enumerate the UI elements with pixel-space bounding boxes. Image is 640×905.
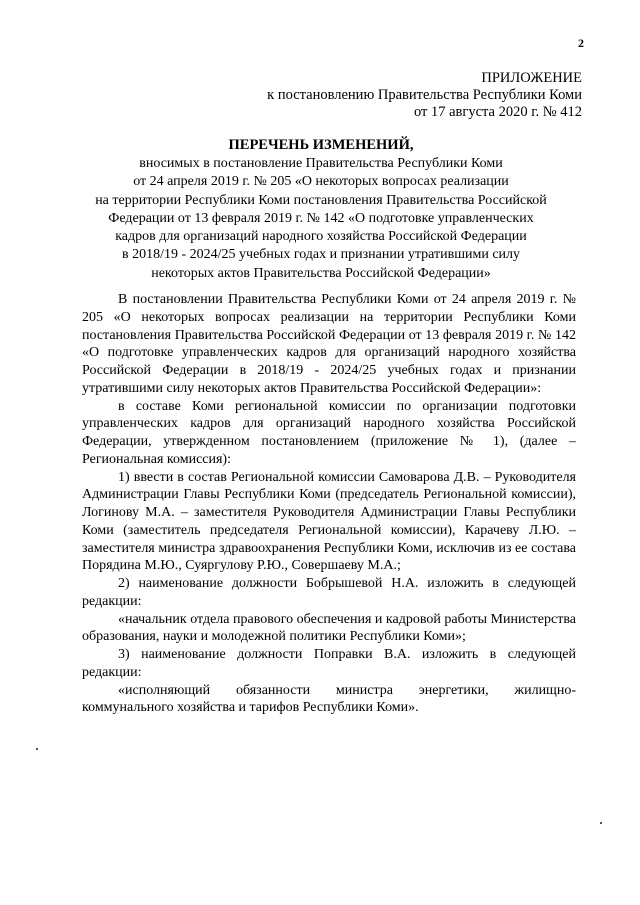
subtitle-line: Федерации от 13 февраля 2019 г. № 142 «О подготовке управленческих — [108, 210, 534, 226]
subtitle-line: кадров для организаций народного хозяйства Российской Федерации — [115, 229, 527, 245]
body-paragraph: 3) наименование должности Поправки В.А. изложить в следующей редакции: — [82, 647, 576, 680]
document-title: ПЕРЕЧЕНЬ ИЗМЕНЕНИЙ, — [228, 137, 414, 153]
body-paragraph: 1) ввести в состав Региональной комиссии Самоварова Д.В. – Руководителя Администрации Главы Республики Коми (председатель Региональной комиссии), Логинову М.А. – заместителя Руководителя Администрации Главы Республики Коми (заместитель председателя Региональной комиссии), Карачеву Л.Ю. – заместителя министра здравоохранения Республики Коми, исключив из ее состава Порядина М.Ю., Суяргулову Р.Ю., Совершаеву М.А.; — [82, 469, 576, 574]
appendix-reference: к постановлению Правительства Республики Коми — [267, 87, 582, 103]
subtitle-line: на территории Республики Коми постановления Правительства Российской — [95, 192, 547, 208]
page-number: 2 — [578, 36, 584, 50]
appendix-date: от 17 августа 2020 г. № 412 — [413, 104, 582, 120]
body-paragraph: 2) наименование должности Бобрышевой Н.А. изложить в следующей редакции: — [82, 576, 576, 609]
subtitle-line: от 24 апреля 2019 г. № 205 «О некоторых вопросах реализации — [133, 174, 509, 190]
body-paragraph: «исполняющий обязанности министра энергетики, жилищно-коммунального хозяйства и тарифов Республики Коми». — [82, 682, 576, 716]
appendix-header — [182, 70, 582, 121]
scan-speck — [600, 822, 602, 824]
body-paragraph: В постановлении Правительства Республики Коми от 24 апреля 2019 г. № 205 «О некоторых вопросах реализации на территории Республики Коми постановления Правительства Российской Федерации от 13 февраля 2019 г. № 142 «О подготовке управленческих кадров для организаций народного хозяйства Российской Федерации в 2018/19 - 2024/25 учебных годах и признании утратившими силу некоторых актов Правительства Российской Федерации»: — [82, 292, 576, 396]
subtitle-line: вносимых в постановление Правительства Республики Коми — [139, 156, 503, 171]
subtitle-line: в 2018/19 - 2024/25 учебных годах и признании утратившими силу — [121, 247, 521, 263]
body-paragraph: в составе Коми региональной комиссии по организации подготовки управленческих кадров для организаций народного хозяйства Российской Федерации, утвержденном постановлением (приложение № 1), (далее – Региональная комиссия): — [82, 398, 576, 467]
appendix-label: ПРИЛОЖЕНИЕ — [481, 70, 582, 86]
subtitle-line: некоторых актов Правительства Российской Федерации» — [151, 265, 491, 281]
document-subtitle — [58, 155, 584, 283]
body-paragraph: «начальник отдела правового обеспечения и кадровой работы Министерства образования, науки и молодежной политики Республики Коми»; — [82, 611, 576, 645]
scan-speck — [36, 748, 38, 750]
document-body — [82, 291, 576, 717]
